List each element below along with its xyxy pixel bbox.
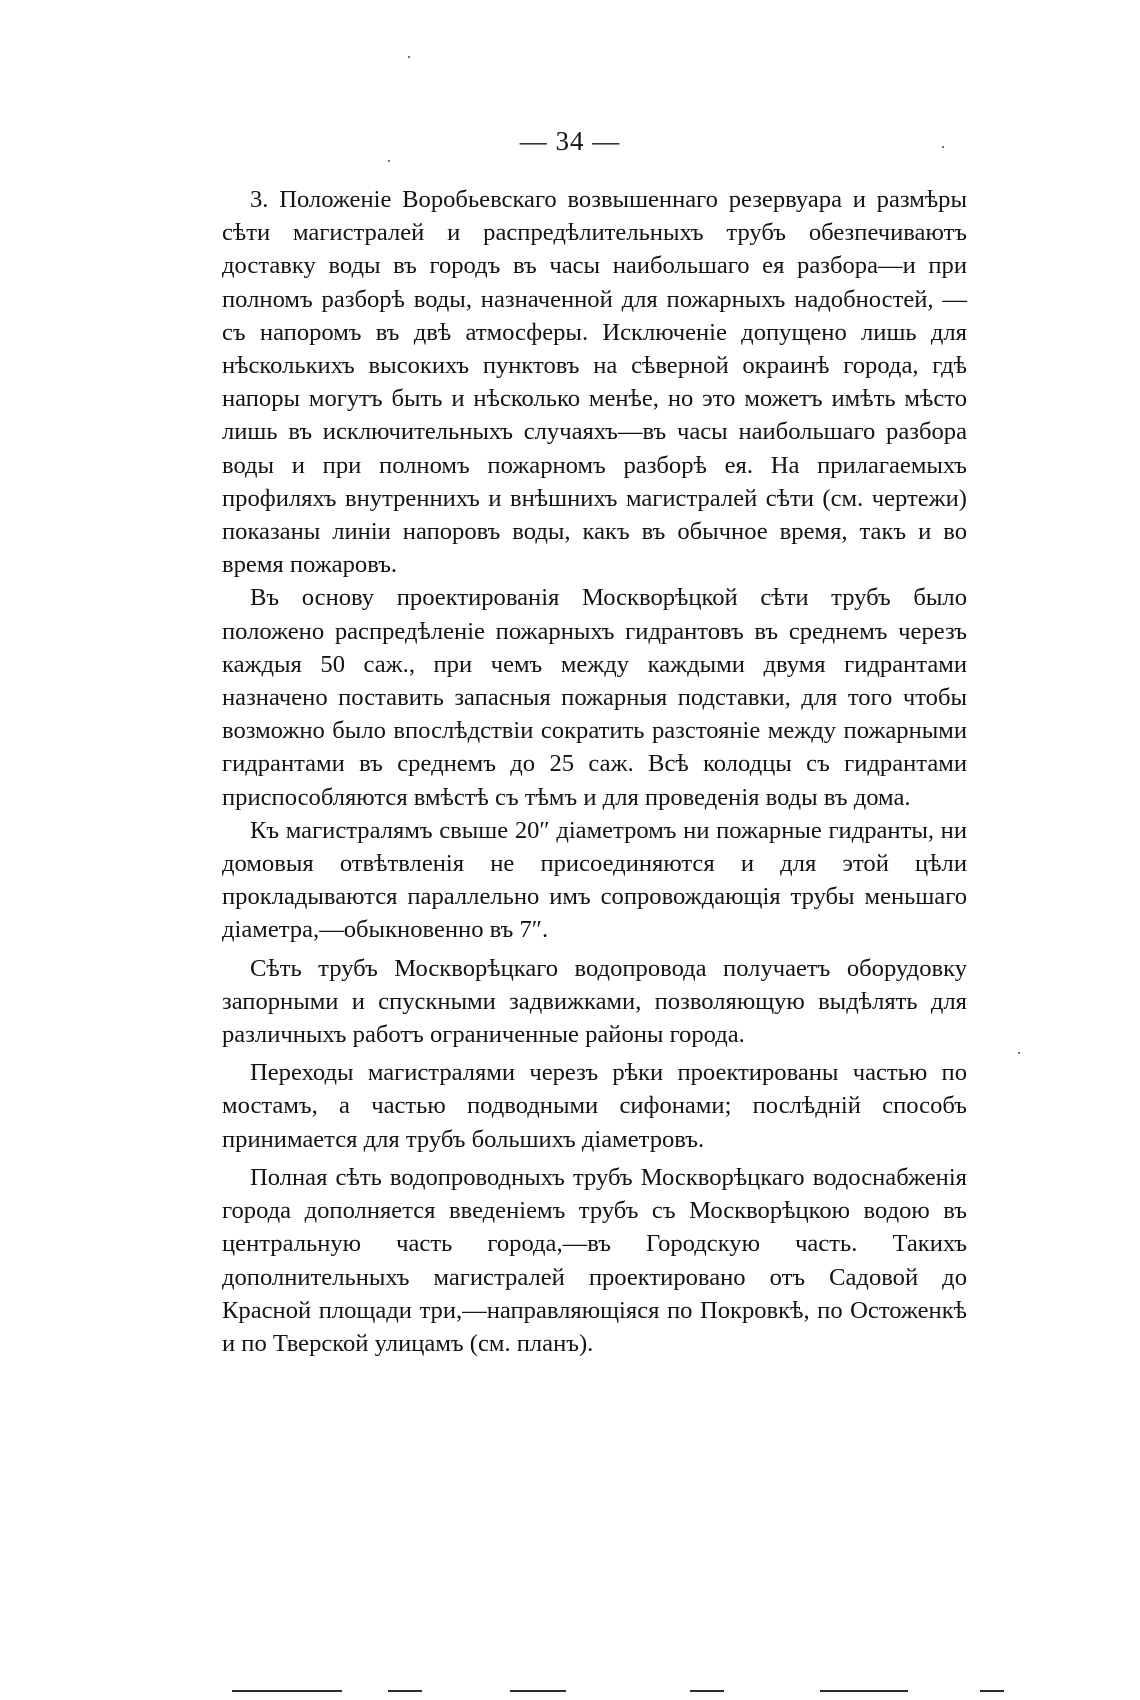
scan-edge-line: [980, 1690, 1004, 1692]
paragraph-1: 3. Положеніе Воробьевскаго возвышеннаго резервуара и размѣры сѣти магистралей и распредѣлительныхъ трубъ обезпечиваютъ доставку воды въ городъ въ часы наибольшаго ея разбора—и при полномъ разборѣ воды, назначенной для пожарныхъ надобностей, — съ напоромъ въ двѣ атмосферы. Исключеніе допущено лишь для нѣсколькихъ высокихъ пунктовъ на сѣверной окраинѣ города, гдѣ напоры могутъ быть и нѣсколько менѣе, но это можетъ имѣть мѣсто лишь въ исключительныхъ случаяхъ—въ часы наибольшаго разбора воды и при полномъ пожарномъ разборѣ ея. На прилагаемыхъ профиляхъ внутреннихъ и внѣшнихъ магистралей сѣти (см. чертежи) показаны линіи напоровъ воды, какъ въ обычное время, такъ и во время пожаровъ.: [222, 186, 967, 579]
scan-speck: [1018, 1052, 1020, 1054]
scan-edge-line: [232, 1690, 342, 1692]
scan-speck: [388, 160, 390, 162]
body-text: [222, 183, 967, 1360]
page-number: — 34 —: [519, 126, 621, 156]
scan-edge-line: [820, 1690, 908, 1692]
scan-edge-line: [510, 1690, 566, 1692]
paragraph-4: Сѣть трубъ Москворѣцкаго водопровода получаетъ оборудовку запорными и спускными задвижками, позволяющую выдѣлять для различныхъ работъ ограниченные районы города.: [222, 954, 967, 1049]
paragraph-6: Полная сѣть водопроводныхъ трубъ Москворѣцкаго водоснабженія города дополняется введеніемъ трубъ съ Москворѣцкою водою въ центральную часть города,—въ Городскую часть. Такихъ дополнительныхъ магистралей проектировано отъ Садовой до Красной площади три,—направляющіяся по Покровкѣ, по Остоженкѣ и по Тверской улицамъ (см. планъ).: [222, 1163, 967, 1357]
scan-speck: [408, 56, 410, 58]
scan-edge-line: [690, 1690, 724, 1692]
paragraph-3: Къ магистралямъ свыше 20″ діаметромъ ни пожарные гидранты, ни домовыя отвѣтвленія не присоединяются и для этой цѣли прокладываются параллельно имъ сопровождающія трубы меньшаго діаметра,—обыкновенно въ 7″.: [222, 816, 967, 944]
paragraph-5: Переходы магистралями черезъ рѣки проектированы частью по мостамъ, а частью подводными сифонами; послѣдній способъ принимается для трубъ большихъ діаметровъ.: [222, 1059, 967, 1153]
paragraph-2: Въ основу проектированія Москворѣцкой сѣти трубъ было положено распредѣленіе пожарныхъ гидрантовъ въ среднемъ черезъ каждыя 50 саж., при чемъ между каждыми двумя гидрантами назначено поставить запасныя пожарныя подставки, для того чтобы возможно было впослѣдствіи сократить разстояніе между пожарными гидрантами въ среднемъ до 25 саж. Всѣ колодцы съ гидрантами приспособляются вмѣстѣ съ тѣмъ и для проведенія воды въ дома.: [222, 584, 967, 811]
scan-edge-line: [388, 1690, 422, 1692]
scan-speck: [942, 146, 944, 148]
